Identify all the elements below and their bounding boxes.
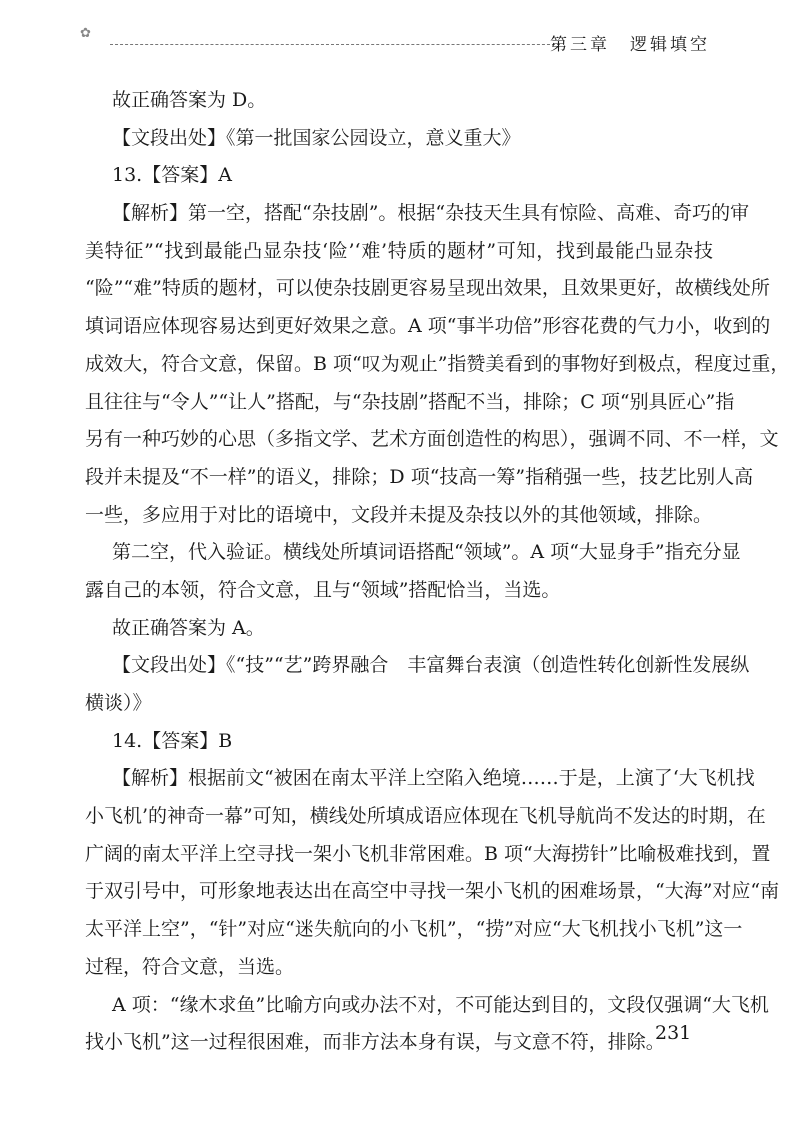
text-line: 一些，多应用于对比的语境中，文段并未提及杂技以外的其他领域，排除。 bbox=[85, 503, 713, 526]
text-line: 于双引号中，可形象地表达出在高空中寻找一架小飞机的困难场景，“大海”对应“南 bbox=[85, 880, 780, 903]
chapter-title: 第三章 逻辑填空 bbox=[550, 35, 710, 55]
header-rule bbox=[110, 44, 560, 45]
text-line: 【文段出处】《第一批国家公园设立，意义重大》 bbox=[112, 126, 521, 149]
text-line: 另有一种巧妙的心思（多指文学、艺术方面创造性的构思），强调不同、不一样，文 bbox=[85, 428, 779, 451]
text-line: 第二空，代入验证。横线处所填词语搭配“领域”。A 项“大显身手”指充分显 bbox=[112, 541, 741, 564]
text-line: 填词语应体现容易达到更好效果之意。A 项“事半功倍”形容花费的气力小，收到的 bbox=[85, 315, 771, 338]
page-number: 231 bbox=[655, 1022, 692, 1044]
text-line: “险”“难”特质的题材，可以使杂技剧更容易呈现出效果，且效果更好，故横线处所 bbox=[85, 277, 770, 300]
publisher-logo-icon: ✿ bbox=[80, 26, 91, 41]
text-line: 过程，符合文意，当选。 bbox=[85, 955, 295, 978]
text-line: 【文段出处】《“技”“艺”跨界融合 丰富舞台表演（创造性转化创新性发展纵 bbox=[112, 654, 750, 677]
text-line: 且往往与“令人”“让人”搭配，与“杂技剧”搭配不当，排除；C 项“别具匠心”指 bbox=[85, 390, 735, 413]
page-body bbox=[85, 82, 790, 1062]
text-line: 成效大，符合文意，保留。B 项“叹为观止”指赞美看到的事物好到极点，程度过重， bbox=[85, 352, 790, 375]
text-line: 段并未提及“不一样”的语义，排除；D 项“技高一筹”指稍强一些，技艺比别人高 bbox=[85, 465, 754, 488]
text-line: 美特征”“找到最能凸显杂技‘险’‘难’特质的题材”可知，找到最能凸显杂技 bbox=[85, 239, 713, 262]
text-line: 小飞机’的神奇一幕”可知，横线处所填成语应体现在飞机导航尚不发达的时期，在 bbox=[85, 805, 766, 828]
text-line: 【解析】第一空，搭配“杂技剧”。根据“杂技天生具有惊险、高难、奇巧的审 bbox=[112, 202, 750, 225]
text-line: 13.【答案】A bbox=[112, 164, 232, 187]
text-line: 找小飞机”这一过程很困难，而非方法本身有误，与文意不符，排除。 bbox=[85, 1031, 665, 1054]
text-line: 广阔的南太平洋上空寻找一架小飞机非常困难。B 项“大海捞针”比喻极难找到，置 bbox=[85, 842, 771, 865]
text-line: 露自己的本领，符合文意，且与“领域”搭配恰当，当选。 bbox=[85, 578, 561, 601]
text-line: 故正确答案为 A。 bbox=[112, 616, 265, 639]
text-line: 太平洋上空”，“针”对应“迷失航向的小飞机”，“捞”对应“大飞机找小飞机”这一 bbox=[85, 918, 743, 941]
text-line: 横谈）》 bbox=[85, 692, 152, 714]
text-line: 14.【答案】B bbox=[112, 729, 233, 752]
text-line: A 项：“缘木求鱼”比喻方向或办法不对，不可能达到目的，文段仅强调“大飞机 bbox=[112, 993, 769, 1016]
running-header bbox=[80, 22, 710, 55]
text-line: 【解析】根据前文“被困在南太平洋上空陷入绝境……于是，上演了‘大飞机找 bbox=[112, 767, 755, 790]
text-line: 故正确答案为 D。 bbox=[112, 89, 267, 111]
